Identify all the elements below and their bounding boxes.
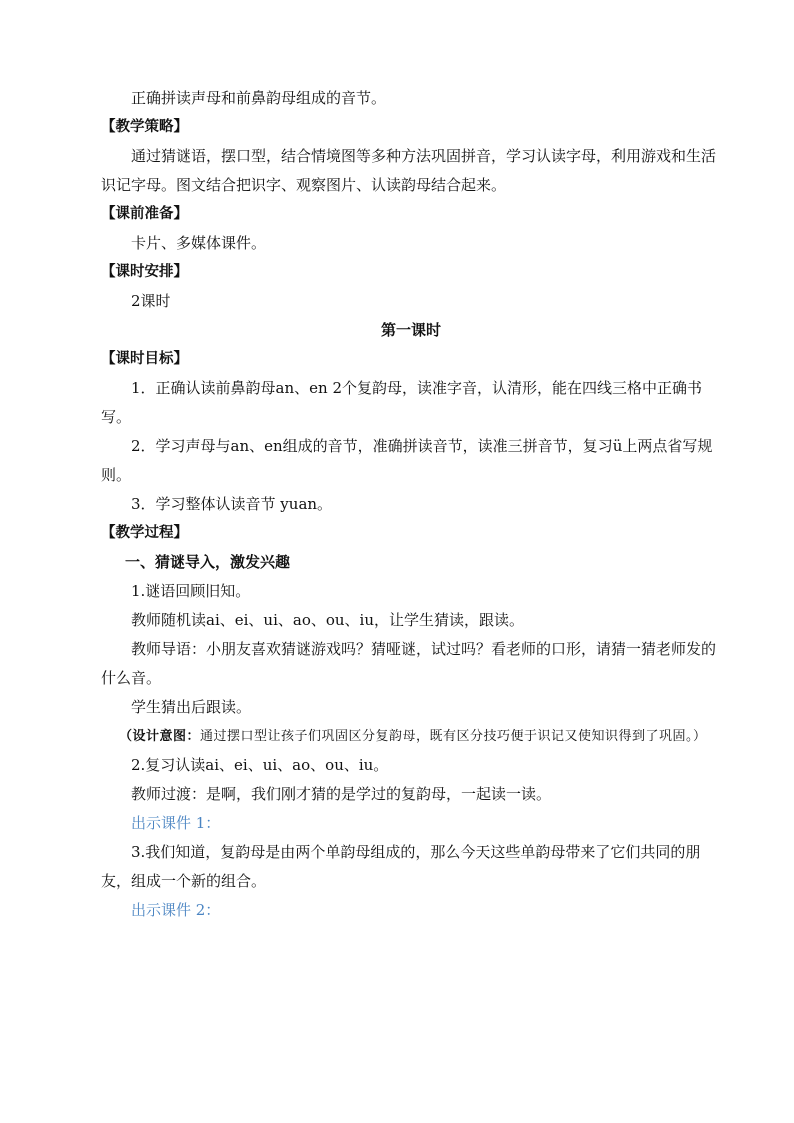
- step-1-3-paragraph: 3.我们知道，复韵母是由两个单韵母组成的，那么今天这些单韵母带来了它们共同的朋友，组成一个新的组合。: [101, 843, 701, 890]
- goal-item-2: 2．学习声母与an、en组成的音节，准确拼读音节，读准三拼音节，复习ü上两点省写规则。: [101, 437, 713, 484]
- step-1-1: 1.谜语回顾旧知。: [131, 582, 251, 600]
- prep-text: 卡片、多媒体课件。: [131, 234, 267, 252]
- strategy-heading: 【教学策略】: [101, 119, 188, 135]
- intro-text: 正确拼读声母和前鼻韵母组成的音节。: [131, 89, 387, 107]
- goals-heading: 【课时目标】: [101, 351, 188, 367]
- teacher-transition-text: 教师过渡：是啊，我们刚才猜的是学过的复韵母，一起读一读。: [131, 785, 552, 803]
- design-intent-body: 通过摆口型让孩子们巩固区分复韵母，既有区分技巧便于识记又使知识得到了巩固。）: [200, 729, 707, 744]
- step-1-2: 2.复习认读ai、ei、ui、ao、ou、iu。: [131, 756, 389, 774]
- show-courseware-1-label: 出示课件 1：: [131, 814, 221, 832]
- goal-item-1: 1．正确认读前鼻韵母an、en 2个复韵母，读准字音，认清形，能在四线三格中正确书写。: [101, 379, 702, 426]
- process-heading: 【教学过程】: [101, 525, 188, 541]
- schedule-text: 2课时: [131, 292, 171, 310]
- teacher-lead-paragraph: 教师导语：小朋友喜欢猜谜游戏吗？猜哑谜，试过吗？看老师的口形，请猜一猜老师发的什么音。: [101, 640, 717, 687]
- design-intent-note: [101, 722, 721, 751]
- strategy-paragraph: 通过猜谜语，摆口型，结合情境图等多种方法巩固拼音，学习认读字母，利用游戏和生活识记字母。图文结合把识字、观察图片、认读韵母结合起来。: [101, 147, 717, 194]
- step-1-heading: 一、猜谜导入，激发兴趣: [125, 553, 291, 571]
- student-guess-text: 学生猜出后跟读。: [131, 698, 252, 716]
- schedule-heading: 【课时安排】: [101, 264, 188, 280]
- goal-item-3: 3．学习整体认读音节 yuan。: [131, 495, 333, 513]
- step-1-1-body: 教师随机读ai、ei、ui、ao、ou、iu，让学生猜读，跟读。: [131, 611, 524, 629]
- lesson-title: 第一课时: [380, 321, 441, 339]
- show-courseware-2-label: 出示课件 2：: [131, 901, 221, 919]
- prep-heading: 【课前准备】: [101, 206, 188, 222]
- document-page: [101, 84, 721, 925]
- design-intent-label: （设计意图：: [119, 729, 201, 744]
